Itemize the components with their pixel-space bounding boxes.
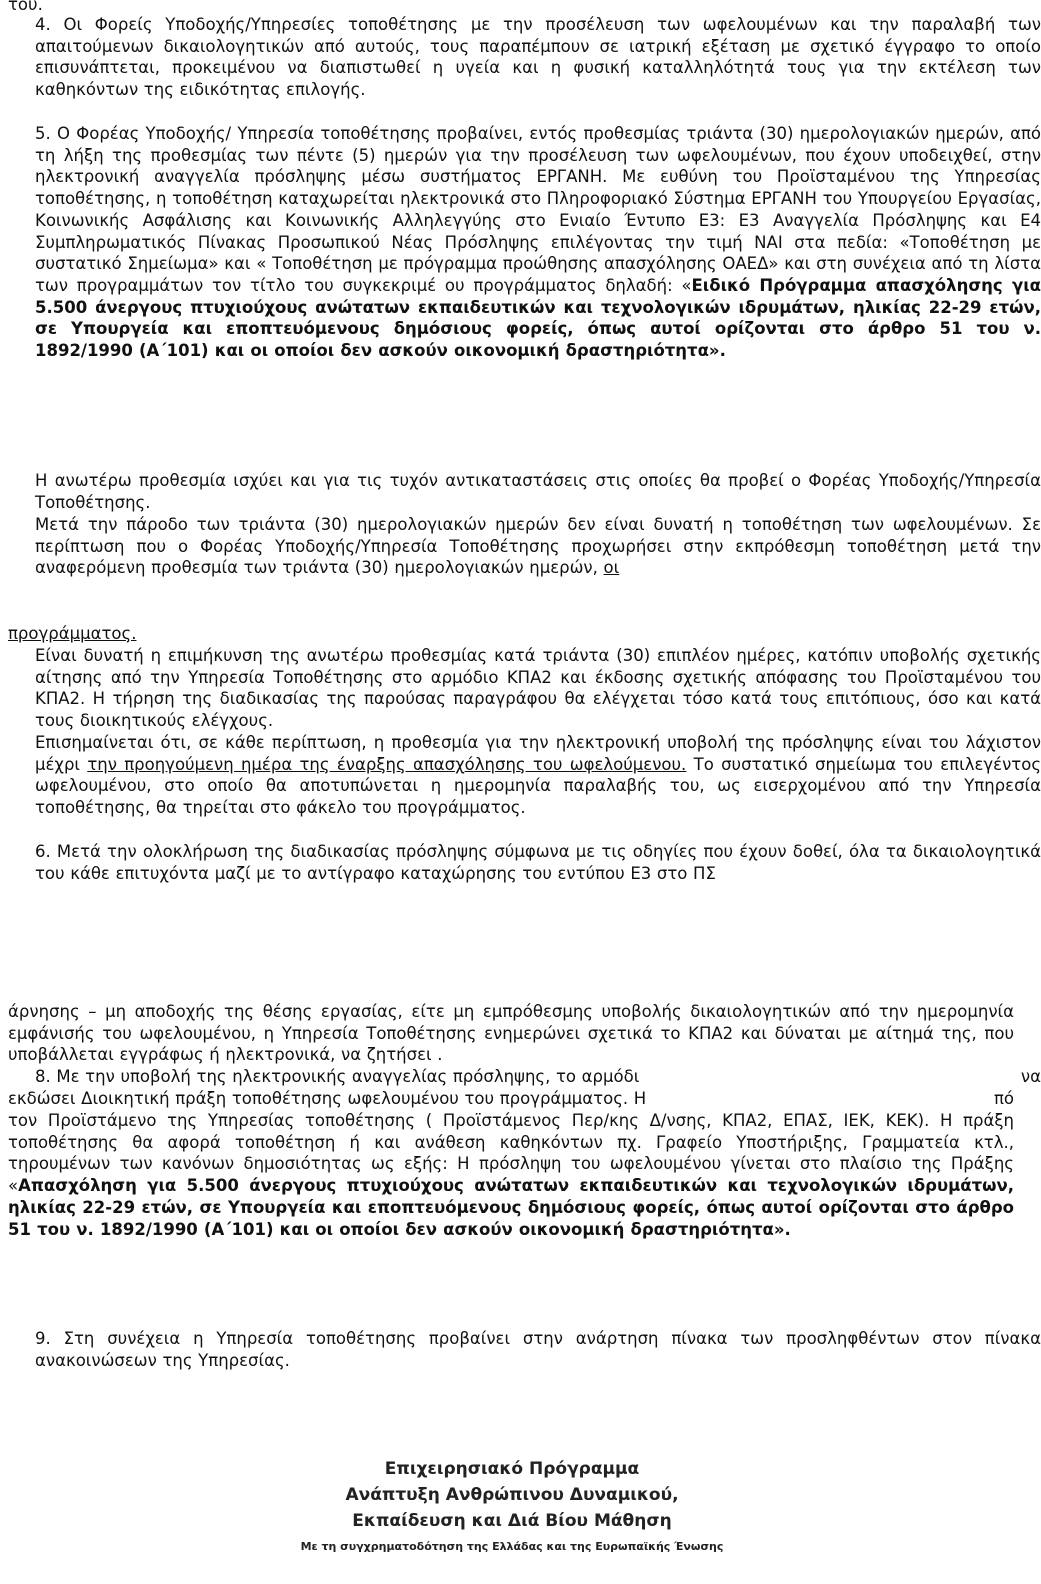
paragraph-6: 6. Μετά την ολοκλήρωση της διαδικασίας πρόσληψης σύμφωνα με τις οδηγίες που έχουν δοθεί, όλα τα δικαιολογητικά του κάθε επιτυχόντα μαζί με το αντίγραφο καταχώρησης του εντύπου Ε3 στο ΠΣ xyxy=(35,842,1041,883)
p8-text-b: να xyxy=(1020,1067,1041,1086)
note-text-a: Επισημαίνεται ότι, σε κάθε περίπτωση, η προθεσμία για την ηλεκτρονική υποβολή της πρόσληψης είναι του λάχιστον μέχρι xyxy=(35,733,1041,774)
paragraph-late-placement xyxy=(8,514,1041,579)
p8-text-d: πό xyxy=(993,1089,1014,1108)
programme-underlined: προγράμματος. xyxy=(8,624,137,643)
footer-programme-title: Επιχειρησιακό Πρόγραμμα xyxy=(384,1459,640,1479)
paragraph-4: 4. Οι Φορείς Υποδοχής/Υπηρεσίες τοποθέτησης με την προσέλευση των ωφελουμένων και την παραλαβή των απαιτούμενων δικαιολογητικών από αυτούς, τους παραπέμπουν σε ιατρική εξέταση με σχετικό έγγραφο το οποίο επισυνάπτεται, προκειμένου να διαπιστωθεί η υγεία και η φυσική καταλληλότητά τους για την εκτέλεση των καθηκόντων της ειδικότητας επιλογής. xyxy=(35,15,1041,100)
footer-programme-line3: Εκπαίδευση και Διά Βίου Μάθηση xyxy=(352,1511,672,1531)
p8-text-a: 8. Με την υποβολή της ηλεκτρονικής αναγγελίας πρόσληψης, το αρμόδι xyxy=(35,1067,640,1086)
paragraph-fragment-programme xyxy=(8,623,1014,645)
note-text-b: Το συστατικό σημείωμα του επιλεγέντος ωφελουμένου, στο οποίο θα αποτυπώνεται η ημερομηνία παραλαβής του, ως εισερχομένου από την Υπηρεσία τοποθέτησης, θα τηρείται στο φάκελο του προγράμματος. xyxy=(35,754,1041,818)
p8-text-e: τον Προϊστάμενο της Υπηρεσίας τοποθέτησης ( Προϊστάμενος Περ/κης Δ/νσης, ΚΠΑ2, ΕΠΑΣ, ΙΕΚ, ΚΕΚ). Η πράξη τοποθέτησης θα αφορά τοποθέτηση ή και ανάθεση καθηκόντων πχ. Γραφείο Υποστήριξης, Γραμματεία κτλ., τηρουμένων των κανόνων δημοσιότητας ως εξής: Η πρόσληψη του ωφελουμένου γίνεται στο πλαίσιο της Πράξης « xyxy=(8,1111,1014,1196)
late-placement-text: Μετά την πάροδο των τριάντα (30) ημερολογιακών ημερών δεν είναι δυνατή η τοποθέτηση των ωφελουμένων. Σε περίπτωση που ο Φορέας Υποδοχής/Υπηρεσία Τοποθέτησης προχωρήσει στην εκπρόθεσμη τοποθέτηση μετά την αναφερόμενη προθεσμία των τριάντα (30) ημερολογιακών ημερών, xyxy=(35,515,1041,578)
footer-cofinancing-note: Με τη συγχρηματοδότηση της Ελλάδας και της Ευρωπαϊκής Ένωσης xyxy=(300,1540,724,1553)
paragraph-extension: Είναι δυνατή η επιμήκυνση της ανωτέρω προθεσμίας κατά τριάντα (30) επιπλέον ημέρες, κατόπιν υποβολής σχετικής αίτησης από την Υπηρεσία Τοποθέτησης στο αρμόδιο ΚΠΑ2 και έκδοσης σχετικής απόφασης του Προϊσταμένου του ΚΠΑ2. Η τήρηση της διαδικασίας της παρούσας παραγράφου θα ελέγχεται τόσο κατά τους επιτόπιους, όσο και κατά τους διοικητικούς ελέγχους. xyxy=(35,646,1041,731)
paragraph-5-program-title: Ειδικό Πρόγραμμα απασχόλησης για 5.500 άνεργους πτυχιούχους ανώτατων εκπαιδευτικών και τεχνολογικών ιδρυμάτων, ηλικίας 22-29 ετών, σε Υπουργεία και εποπτευόμενους δημόσιους φορείς, όπως αυτοί ορίζονται στο άρθρο 51 του ν. 1892/1990 (Α΄101) και οι οποίοι δεν ασκούν οικονομική δραστηριότητα». xyxy=(35,275,1041,361)
paragraph-9: 9. Στη συνέχεια η Υπηρεσία τοποθέτησης προβαίνει στην ανάρτηση πίνακα των προσληφθέντων στον πίνακα ανακοινώσεων της Υπηρεσίας. xyxy=(35,1329,1041,1370)
p8-program-title: Απασχόληση για 5.500 άνεργους πτυχιούχους ανώτατων εκπαιδευτικών και τεχνολογικών ιδρυμάτων, ηλικίας 22-29 ετών, σε Υπουργεία και εποπτευόμενους δημόσιους φορείς, όπως αυτοί ορίζονται στο άρθρο 51 του ν. 1892/1990 (Α΄101) και οι οποίοι δεν ασκούν οικονομική δραστηριότητα». xyxy=(8,1176,1014,1239)
page-fragment-text: του. xyxy=(8,0,43,14)
paragraph-5-text: 5. Ο Φορέας Υποδοχής/ Υπηρεσία τοποθέτησης προβαίνει, εντός προθεσμίας τριάντα (30) ημερολογιακών ημερών, από τη λήξη της προθεσμίας των πέντε (5) ημερών για την προσέλευση των ωφελουμένων, που έχουν υποδειχθεί, στην ηλεκτρονική αναγγελία πρόσληψης μέσω συστήματος ΕΡΓΑΝΗ. Με ευθύνη του Προϊσταμένου της Υπηρεσίας τοποθέτησης, η τοποθέτηση καταχωρείται ηλεκτρονικά στο Πληροφοριακό Σύστημα ΕΡΓΑΝΗ του Υπουργείου Εργασίας, Κοινωνικής Ασφάλισης και Κοινωνικής Αλληλεγγύης στο Ενιαίο Έντυπο Ε3: Ε3 Αναγγελία Πρόσληψης και Ε4 Συμπληρωματικός Πίνακας Προσωπικού Νέας Πρόσληψης επιλέγοντας την τιμή ΝΑΙ στα πεδία: «Τοποθέτηση με συστατικό Σημείωμα» και « Τοποθέτηση με πρόγραμμα προώθησης απασχόλησης ΟΑΕΔ» και στη συνέχεια από τη λίστα των προγραμμάτων τον τίτλο του συγκεκριμέ ου προγράμματος δηλαδή: « xyxy=(35,124,1041,295)
p8-text-c: εκδώσει Διοικητική πράξη τοποθέτησης ωφελουμένου του προγράμματος. Η xyxy=(8,1089,647,1108)
paragraph-8-line2 xyxy=(8,1088,1014,1110)
late-placement-underlined: οι xyxy=(603,558,620,578)
paragraph-deadline: Η ανωτέρω προθεσμία ισχύει και για τις τυχόν αντικαταστάσεις στις οποίες θα προβεί ο Φορέας Υποδοχής/Υπηρεσία Τοποθέτησης. xyxy=(35,471,1041,512)
paragraph-5 xyxy=(8,123,1041,362)
paragraph-8-line1 xyxy=(8,1066,1041,1088)
footer-programme-line2: Ανάπτυξη Ανθρώπινου Δυναμικού, xyxy=(345,1485,679,1505)
paragraph-8-body xyxy=(8,1110,1014,1240)
paragraph-7-fragment: άρνησης – μη αποδοχής της θέσης εργασίας, είτε μη εμπρόθεσμης υποβολής δικαιολογητικών από την ημερομηνία εμφάνισής του ωφελουμένου, η Υπηρεσία Τοποθέτησης ενημερώνει σχετικά το ΚΠΑ2 και δύναται με αίτημά της, που υποβάλλεται εγγράφως ή ηλεκτρονικά, να ζητήσει . xyxy=(8,1002,1014,1065)
note-underlined: την προηγούμενη ημέρα της έναρξης απασχόλησης του ωφελούμενου. xyxy=(87,754,687,774)
paragraph-note xyxy=(8,732,1041,819)
